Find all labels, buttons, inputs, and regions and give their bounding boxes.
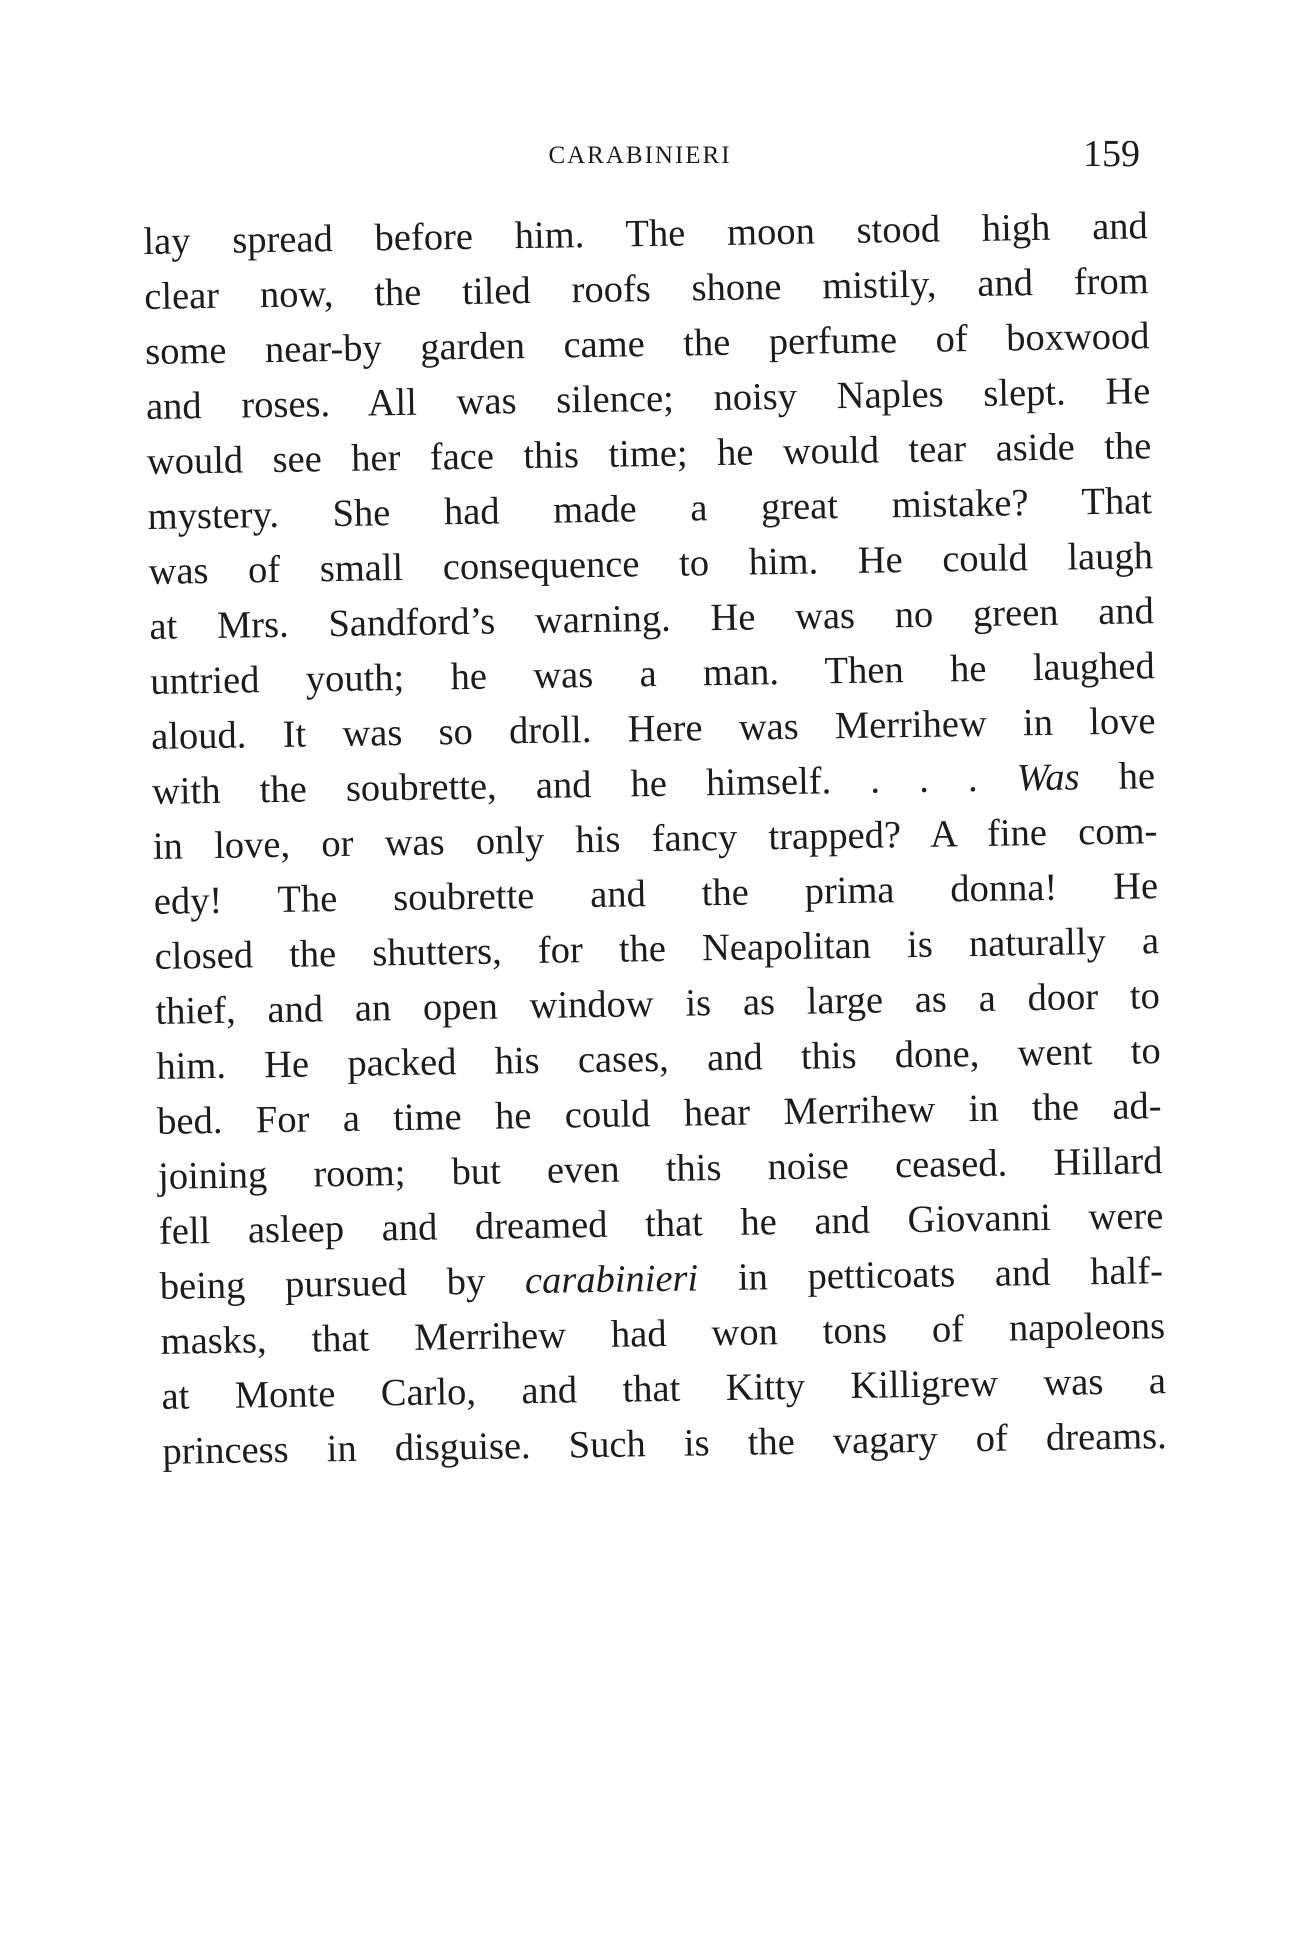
- text-line: was of small consequence to him. He could laugh: [148, 535, 1154, 593]
- text-line: at Monte Carlo, and that Kitty Killigrew was a: [161, 1360, 1167, 1418]
- italic-word: Was: [1016, 756, 1080, 800]
- text-line: bed. For a time he could hear Merrihew in the ad-: [156, 1085, 1162, 1143]
- text-line: at Mrs. Sandford’s warning. He was no green and: [149, 590, 1155, 648]
- page-number: 159: [1083, 133, 1140, 175]
- text-line: and roses. All was silence; noisy Naples slept. He: [145, 370, 1151, 428]
- running-title: CARABINIERI: [548, 142, 732, 169]
- text-line: thief, and an open window is as large as a door to: [155, 975, 1161, 1033]
- text-line: in love, or was only his fancy trapped? A fine com-: [152, 810, 1158, 868]
- running-head: [140, 133, 1140, 176]
- text-line: masks, that Merrihew had won tons of napoleons: [160, 1305, 1166, 1363]
- text-line: lay spread before him. The moon stood high and: [143, 205, 1149, 263]
- text-line: clear now, the tiled roofs shone mistily, and from: [143, 260, 1149, 318]
- text-line: princess in disguise. Such is the vagary of dreams.: [162, 1415, 1168, 1473]
- text-line: aloud. It was so droll. Here was Merrihew in love: [150, 700, 1156, 758]
- text-line: edy! The soubrette and the prima donna! He: [153, 865, 1159, 923]
- text-line: fell asleep and dreamed that he and Giovanni were: [158, 1195, 1164, 1253]
- text-line: him. He packed his cases, and this done, went to: [156, 1030, 1162, 1088]
- body-text: [143, 199, 1168, 1480]
- text-line: mystery. She had made a great mistake? That: [147, 480, 1153, 538]
- text-line: with the soubrette, and he himself. . . . Was he: [151, 755, 1156, 813]
- text-line: closed the shutters, for the Neapolitan is naturally a: [154, 920, 1160, 978]
- text-line: untried youth; he was a man. Then he laughed: [150, 645, 1155, 703]
- text-line: being pursued by carabinieri in petticoats and half-: [159, 1250, 1164, 1308]
- text-line: joining room; but even this noise ceased. Hillard: [157, 1140, 1163, 1198]
- text-line: would see her face this time; he would tear aside the: [146, 425, 1152, 483]
- text-line: some near-by garden came the perfume of boxwood: [144, 315, 1150, 373]
- italic-word: carabinieri: [524, 1257, 699, 1303]
